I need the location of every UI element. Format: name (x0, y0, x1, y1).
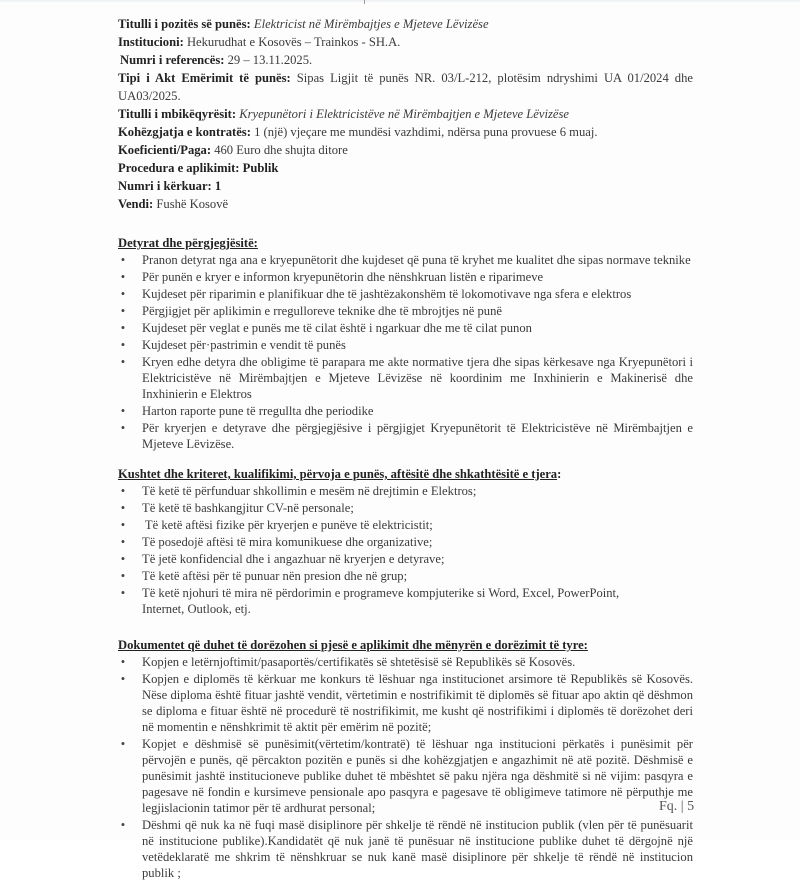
section-title: Detyrat dhe përgjegjësitë: (118, 236, 258, 250)
field-salary (118, 141, 693, 159)
bullet-icon: • (120, 535, 126, 549)
bullet-icon: • (120, 304, 126, 318)
list-item (118, 337, 693, 353)
list-item (118, 303, 693, 319)
bullet-icon: • (120, 338, 126, 352)
list-item-text: Kujdeset për·pastrimin e vendit të punës (142, 338, 346, 352)
list-item-text: Të ketë aftësi për të punuar nën presion dhe në grup; (142, 569, 408, 583)
field-label: Koeficienti/Paga: (118, 143, 212, 157)
field-value: Kryepunëtori i Elektricistëve në Mirëmbajtjen e Mjeteve Lëvizëse (239, 107, 569, 121)
field-label: Procedura e aplikimit: (118, 161, 240, 175)
list-item (118, 654, 693, 670)
list-item-text: Kujdeset për veglat e punës me të cilat është i ngarkuar dhe me të cilat punon (142, 321, 532, 335)
field-appointment-type (118, 69, 693, 105)
list-item-text: Të ketë të bashkangjitur CV-në personale; (142, 501, 354, 515)
section-title (118, 466, 693, 483)
list-item (118, 420, 693, 452)
bullet-icon: • (120, 552, 126, 566)
list-item (118, 551, 693, 567)
bullet-icon: • (120, 737, 126, 751)
list-item-text: Kopjen e letërnjoftimit/pasaportës/certifikatës së shtetësisë së Republikës së Kosovës. (142, 655, 576, 669)
field-label: Tipi i Akt Emërimit të punës: (118, 71, 291, 85)
bullet-icon: • (120, 484, 126, 498)
field-value: Elektricist në Mirëmbajtjes e Mjeteve Lëvizëse (253, 17, 489, 31)
section-duties (118, 235, 693, 452)
field-label: Kohëzgjatja e kontratës: (118, 125, 251, 139)
bullet-icon: • (120, 287, 126, 301)
duties-list (118, 252, 693, 452)
list-item-text: Kopjet e dëshmisë së punësimit(vërtetim/kontratë) të lëshuar nga institucioni përkatës i punësimit për përvojën e punës, që përcakton pozitën e punës si dhe kohëzgjatjen e angazhimit në atë pozitë. Dëshmisë e punësimit jashtë institucioneve publike duhet të mbështet së paku njëra nga dëshmitë si në vijim: pasqyra e pagesave në fondin e kursimeve pensionale apo pasqyra e pagesave të obligimeve tatimore në përputhje me legjislacionin tatimor për të ardhurat personal; (142, 737, 693, 815)
list-item-text: Të ketë njohuri të mira në përdorimin e programeve kompjuterike si Word, Excel, PowerPoint, Internet, Outlook, etj. (142, 586, 620, 616)
field-label: Vendi: (118, 197, 154, 211)
list-item-text: Kryen edhe detyra dhe obligime të parapara me akte normative tjera dhe sipas kërkesave nga Kryepunëtori i Elektricistëve në Mirëmbajtjen e Mjeteve Lëvizëse në koordinim me Inxhinierin e Makinerisë dhe Inxhinierin e Elektros (142, 355, 693, 401)
list-item-text: Harton raporte pune të rregullta dhe periodike (142, 404, 374, 418)
job-info-block (118, 15, 693, 213)
list-item (118, 320, 693, 336)
field-value: 1 (214, 179, 222, 193)
field-value: Fushë Kosovë (156, 197, 229, 211)
bullet-icon: • (120, 421, 126, 435)
list-item (118, 269, 693, 285)
field-institution (118, 33, 693, 51)
list-item-text: Dëshmi që nuk ka në fuqi masë disiplinore për shkelje të rëndë në institucion publik (vlen për të punësuarit në institucione publike).Kandidatët që nuk janë të punësuar në institucione publike duhet të dërgojnë një vetëdeklaratë me shkrim të nënshkruar se nuk kanë masë disiplinore për shkelje të rëndë në institucion publik ; (142, 818, 693, 880)
field-value: Sipas Ligjit të punës NR. 03/L-212, plotësim ndryshimi UA 01/2024 dhe UA03/2025. (118, 71, 693, 103)
field-value: Publik (242, 161, 279, 175)
requirements-list (118, 483, 693, 617)
list-item (118, 403, 693, 419)
list-item-text: Kopjen e diplomës të kërkuar me konkurs të lëshuar nga institucionet arsimore të Republikës së Kosovës. Nëse diploma është fituar jashtë vendit, vërtetimin e nostrifikimit të diplomës së fituar apo aktin që dëshmon se diploma e fituar është në procedurë të nostrifikimit, me kusht që nostrifikimi i diplomës të dorëzohet deri në momentin e nënshkrimit të aktit për emërim në pozitë; (142, 672, 693, 734)
field-label: Numri i kërkuar: (118, 179, 212, 193)
field-label: Titulli i pozitës së punës: (118, 17, 251, 31)
field-contract-duration (118, 123, 693, 141)
bullet-icon: • (120, 655, 126, 669)
list-item-text: Për kryerjen e detyrave dhe përgjegjësive i përgjigjet Kryepunëtorit të Elektricistëve në Mirëmbajtjen e Mjeteve Lëvizëse. (142, 421, 693, 451)
bullet-icon: • (120, 270, 126, 284)
field-reference-number (118, 51, 693, 69)
bullet-icon: • (120, 672, 126, 686)
field-value: 29 – 13.11.2025. (227, 53, 313, 67)
section-title: Dokumentet që duhet të dorëzohen si pjesë e aplikimit dhe mënyrën e dorëzimit të tyre: (118, 638, 588, 652)
field-value: 1 (një) vjeçare me mundësi vazhdimi, ndërsa puna provuese 6 muaj. (254, 125, 598, 139)
field-location (118, 195, 693, 213)
list-item (118, 517, 693, 533)
list-item (118, 534, 693, 550)
list-item-text: Për punën e kryer e informon kryepunëtorin dhe nënshkruan listën e riparimeve (142, 270, 544, 284)
field-value: 460 Euro dhe shujta ditore (214, 143, 348, 157)
list-item-text: Pranon detyrat nga ana e kryepunëtorit dhe kujdeset që puna të kryhet me kualitet dhe sipas normave teknike (142, 253, 691, 267)
list-item (118, 354, 693, 402)
list-item (118, 483, 693, 499)
field-value: Hekurudhat e Kosovës – Trainkos - SH.A. (186, 35, 401, 49)
list-item-text: Të ketë aftësi fizike për kryerjen e punëve të elektricistit; (142, 518, 433, 532)
field-job-title (118, 15, 693, 33)
section-requirements (118, 466, 693, 617)
bullet-icon: • (120, 518, 126, 532)
documents-list (118, 654, 693, 881)
field-number-required (118, 177, 693, 195)
list-item (118, 585, 693, 617)
list-item (118, 736, 693, 816)
bullet-icon: • (120, 586, 126, 600)
bullet-icon: • (120, 404, 126, 418)
list-item-text: Të ketë të përfunduar shkollimin e mesëm në drejtimin e Elektros; (142, 484, 477, 498)
bullet-icon: • (120, 818, 126, 832)
section-title-colon: : (557, 467, 562, 481)
scan-mark (364, 0, 365, 4)
list-item (118, 500, 693, 516)
field-label: Titulli i mbikëqyrësit: (118, 107, 237, 121)
bullet-icon: • (120, 501, 126, 515)
list-item (118, 568, 693, 584)
section-title-text: Kushtet dhe kriteret, kualifikimi, përvoja e punës, aftësitë dhe shkathtësitë e tjera (118, 467, 558, 481)
list-item (118, 286, 693, 302)
bullet-icon: • (120, 569, 126, 583)
section-documents (118, 637, 693, 881)
page-number: Fq. | 5 (659, 799, 695, 814)
list-item-text: Të posedojë aftësi të mira komunikuese dhe organizative; (142, 535, 433, 549)
bullet-icon: • (120, 253, 126, 267)
list-item (118, 671, 693, 735)
document-content (118, 15, 693, 882)
bullet-icon: • (120, 321, 126, 335)
field-application-procedure (118, 159, 693, 177)
list-item (118, 817, 693, 881)
bullet-icon: • (120, 355, 126, 369)
field-label: Numri i referencës: (120, 53, 225, 67)
scan-edge (0, 0, 800, 3)
list-item-text: Të jetë konfidencial dhe i angazhuar në kryerjen e detyrave; (142, 552, 445, 566)
list-item-text: Përgjigjet për aplikimin e rregulloreve teknike dhe të mbrojtjes në punë (142, 304, 502, 318)
field-supervisor-title (118, 105, 693, 123)
list-item-text: Kujdeset për riparimin e planifikuar dhe të jashtëzakonshëm të lokomotivave nga sfera e elektros (142, 287, 632, 301)
field-label: Institucioni: (118, 35, 184, 49)
list-item (118, 252, 693, 268)
